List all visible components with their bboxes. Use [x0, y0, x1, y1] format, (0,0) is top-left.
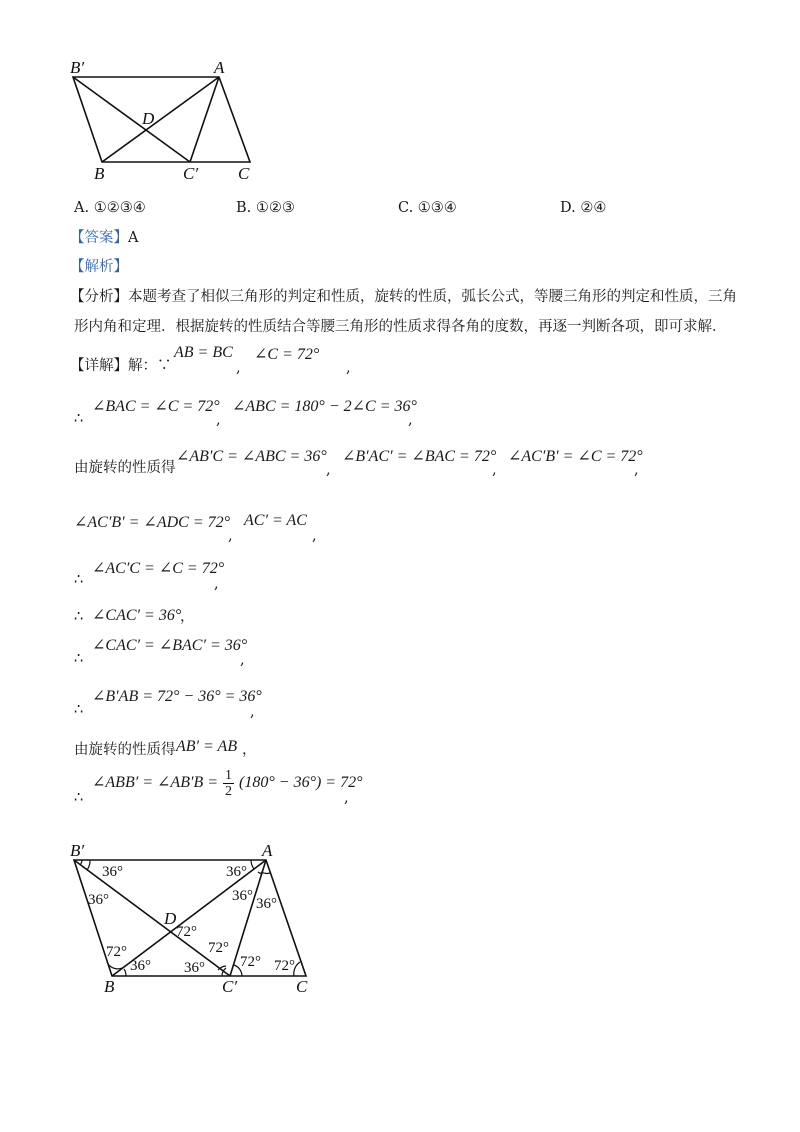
option-a: A. ①②③④ [74, 200, 146, 216]
comma: , [240, 652, 245, 668]
angle-label: 36° [226, 864, 247, 880]
eq-abb-prime: ∠ABB′ = ∠AB′B = $\frac{1}{2}$ (180° − 36°) = 72° [92, 768, 363, 799]
angle-label: 72° [176, 924, 197, 940]
eq-ab-bc: AB = BC [174, 344, 233, 361]
label-c: C [238, 164, 250, 183]
label-b-prime: B′ [70, 58, 85, 77]
label-b: B [104, 977, 115, 996]
comma: , [492, 462, 497, 478]
label-b-prime: B′ [70, 841, 85, 860]
rotation-prefix-2: 由旋转的性质得 [74, 742, 176, 758]
rotation-prefix: 由旋转的性质得 [74, 460, 176, 476]
comma: , [236, 360, 241, 376]
angle-label: 36° [232, 888, 253, 904]
therefore-symbol: ∴ [74, 411, 84, 427]
therefore-symbol: ∴ [74, 790, 84, 806]
label-c: C [296, 977, 308, 996]
label-d: D [142, 109, 155, 128]
comma: , [326, 462, 331, 478]
figure-1 [60, 55, 280, 185]
comma: , [408, 412, 413, 428]
therefore-symbol: ∴ [74, 609, 84, 625]
angle-label: 72° [208, 940, 229, 956]
label-d: D [164, 909, 177, 928]
label-b: B [94, 164, 105, 183]
answer-value: A [128, 230, 139, 246]
comma: , [344, 790, 349, 806]
eq-abc: ∠ABC = 180° − 2∠C = 36° [232, 398, 417, 415]
angle-label: 36° [88, 892, 109, 908]
angle-label: 72° [106, 944, 127, 960]
label-a: A [214, 58, 225, 77]
eq-adc: ∠AC′B′ = ∠ADC = 72° [74, 514, 231, 531]
comma: , [216, 412, 221, 428]
detail-line-1: 【详解】解：∵ [70, 358, 172, 374]
fenxi-line-2: 形内角和定理．根据旋转的性质结合等腰三角形的性质求得各角的度数，再逐一判断各项，即可求解． [74, 319, 727, 335]
angle-label: 72° [240, 954, 261, 970]
fenxi-line-1: 【分析】本题考查了相似三角形的判定和性质，旋转的性质，弧长公式，等腰三角形的判定和性质，三角 [70, 289, 737, 305]
comma: , [634, 462, 639, 478]
therefore-symbol: ∴ [74, 651, 84, 667]
eq-ac-prime-b-prime: ∠AC′B′ = ∠C = 72° [508, 448, 643, 465]
eq-angle-c: ∠C = 72° [254, 346, 320, 363]
fraction-half: $\frac{1}{2}$ [225, 768, 233, 799]
eq-bac: ∠BAC = ∠C = 72° [92, 398, 220, 415]
angle-label: 36° [184, 960, 205, 976]
angle-label: 36° [102, 864, 123, 880]
therefore-symbol: ∴ [74, 702, 84, 718]
comma: , [250, 704, 255, 720]
eq-cac-prime: ∠CAC′ = 36° [92, 607, 182, 624]
eq-ab-prime-ab: AB′ = AB [176, 738, 238, 755]
eq-b-prime-ab: ∠B′AB = 72° − 36° = 36° [92, 688, 262, 705]
comma: , [228, 528, 233, 544]
option-b: B. ①②③ [236, 200, 295, 216]
eq-ac-prime-c: ∠AC′C = ∠C = 72° [92, 560, 225, 577]
comma: , [346, 360, 351, 376]
label-a: A [262, 841, 273, 860]
angle-label: 36° [130, 958, 151, 974]
answer-tag: 【答案】 [70, 230, 128, 246]
eq-cac-prime-bac-prime: ∠CAC′ = ∠BAC′ = 36° [92, 637, 248, 654]
label-c-prime: C′ [183, 164, 199, 183]
comma: ， [242, 742, 257, 758]
option-d: D. ②④ [560, 200, 607, 216]
eq-b-prime-ac-prime: ∠B′AC′ = ∠BAC = 72° [342, 448, 497, 465]
comma: , [214, 576, 219, 592]
eq-ab-prime-c: ∠AB′C = ∠ABC = 36° [176, 448, 327, 465]
eq-ac-prime-ac: AC′ = AC [244, 512, 307, 529]
label-c-prime: C′ [222, 977, 238, 996]
angle-label: 36° [256, 896, 277, 912]
analysis-tag: 【解析】 [70, 259, 128, 275]
comma: ， [180, 609, 195, 625]
answer-line [70, 228, 138, 248]
angle-label: 72° [274, 958, 295, 974]
comma: , [312, 528, 317, 544]
therefore-symbol: ∴ [74, 572, 84, 588]
option-c: C. ①③④ [398, 200, 457, 216]
figure-2 [60, 838, 330, 998]
